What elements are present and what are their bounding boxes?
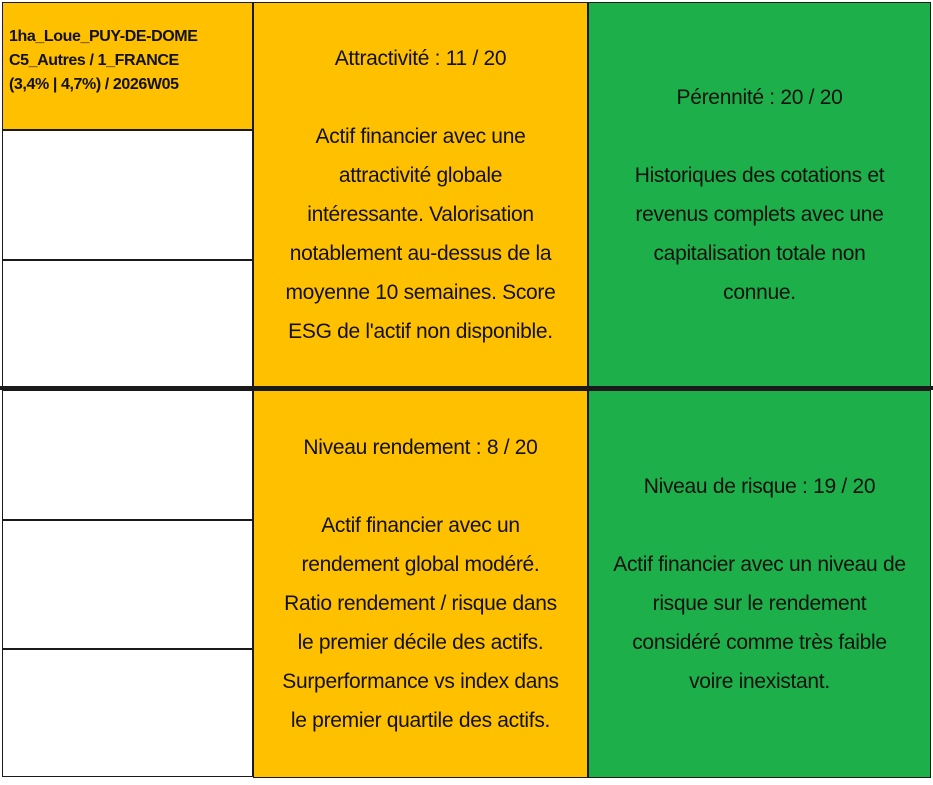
risque-cell xyxy=(588,390,931,778)
rendement-description xyxy=(282,506,558,740)
rendement-line: Actif financier avec un xyxy=(321,514,520,537)
perennite-line: revenus complets avec une xyxy=(635,203,884,226)
rendement-line: Surperformance vs index dans xyxy=(282,670,559,693)
asset-name: 1ha_Loue_PUY-DE-DOME xyxy=(9,28,198,45)
attractivite-line: intéressante. Valorisation xyxy=(307,203,534,226)
attractivite-line: ESG de l'actif non disponible. xyxy=(288,320,553,343)
rendement-line: le premier décile des actifs. xyxy=(297,631,544,654)
attractivite-line: attractivité globale xyxy=(338,164,503,187)
perennite-line: Historiques des cotations et xyxy=(634,164,885,187)
asset-category: C5_Autres / 1_FRANCE xyxy=(9,52,179,69)
risque-line: risque sur le rendement xyxy=(652,592,867,615)
attractivite-title: Attractivité : 11 / 20 xyxy=(334,47,507,70)
attractivite-cell xyxy=(253,2,588,388)
blank-cell-4 xyxy=(2,520,253,649)
perennite-line: connue. xyxy=(723,281,796,304)
risque-line: voire inexistant. xyxy=(689,670,830,693)
rendement-cell xyxy=(253,390,588,778)
attractivite-line: Actif financier avec une xyxy=(315,125,526,148)
risque-description xyxy=(613,545,905,701)
rendement-title: Niveau rendement : 8 / 20 xyxy=(303,436,538,459)
rendement-line: Ratio rendement / risque dans xyxy=(284,592,557,615)
risque-title: Niveau de risque : 19 / 20 xyxy=(643,475,876,498)
attractivite-line: notablement au-dessus de la xyxy=(289,242,552,265)
blank-cell-5 xyxy=(2,649,253,777)
risque-line: Actif financier avec un niveau de xyxy=(613,553,906,576)
perennite-line: capitalisation totale non xyxy=(653,242,866,265)
blank-cell-2 xyxy=(2,260,253,388)
attractivite-description xyxy=(285,117,555,351)
attractivite-line: moyenne 10 semaines. Score xyxy=(285,281,556,304)
rendement-line: le premier quartile des actifs. xyxy=(290,709,551,732)
asset-rates-week: (3,4% | 4,7%) / 2026W05 xyxy=(9,76,179,93)
blank-cell-1 xyxy=(2,130,253,260)
perennite-title: Pérennité : 20 / 20 xyxy=(676,86,843,109)
risque-line: considéré comme très faible xyxy=(632,631,887,654)
row-divider xyxy=(0,386,933,390)
asset-header-cell xyxy=(2,2,253,130)
blank-cell-3 xyxy=(2,390,253,520)
rendement-line: rendement global modéré. xyxy=(301,553,540,576)
perennite-description xyxy=(635,156,885,312)
perennite-cell xyxy=(588,2,931,388)
